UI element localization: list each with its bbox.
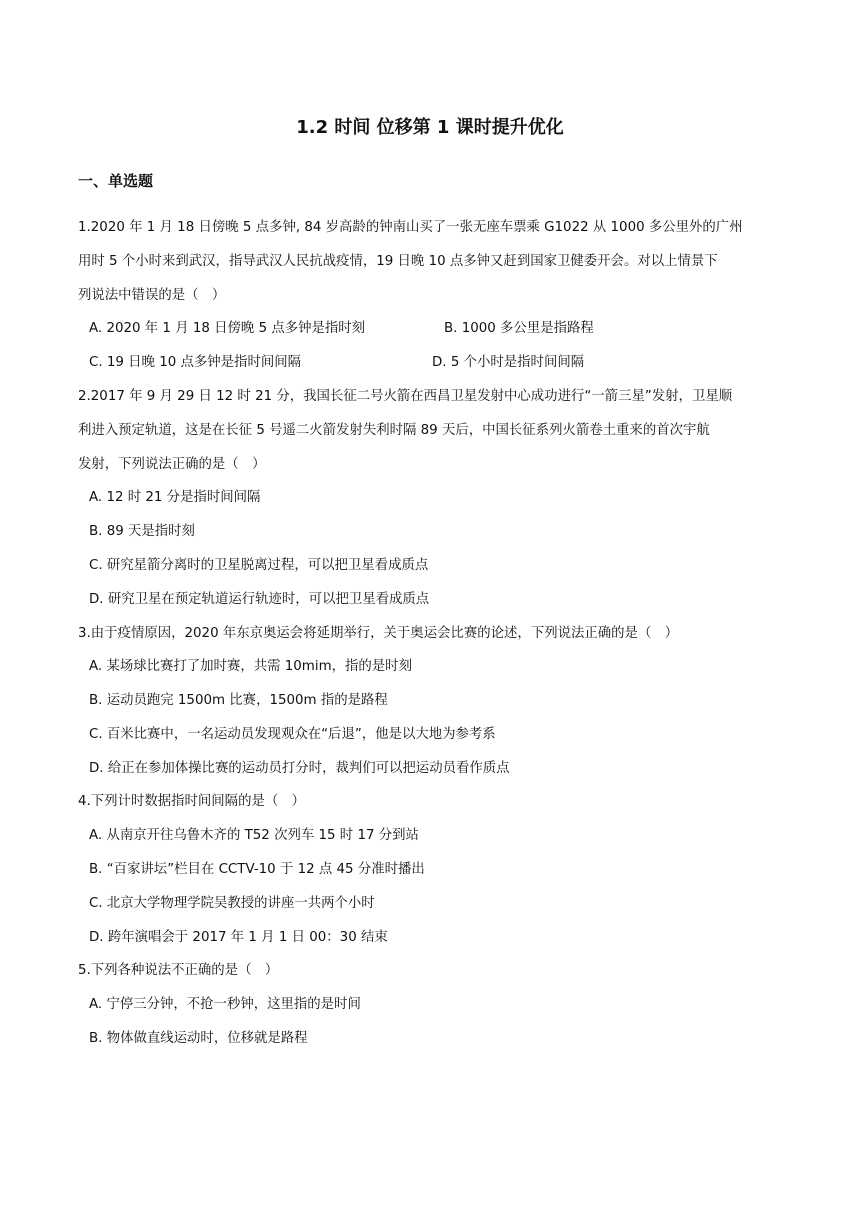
q1-option-d: D. 5 个小时是指时间间隔 — [432, 355, 585, 370]
q4-option-a: A. 从南京开往乌鲁木齐的 T52 次列车 15 时 17 分到站 — [89, 828, 419, 843]
q4-option-c: C. 北京大学物理学院吴教授的讲座一共两个小时 — [89, 896, 375, 911]
q2-option-a: A. 12 时 21 分是指时间间隔 — [89, 490, 261, 505]
q3-stem: 3.由于疫情原因，2020 年东京奥运会将延期举行，关于奥运会比赛的论述，下列说法正确的是（ ） — [78, 626, 679, 641]
q3-option-b: B. 运动员跑完 1500m 比赛，1500m 指的是路程 — [89, 693, 388, 708]
q4-option-b: B. “百家讲坛”栏目在 CCTV-10 于 12 点 45 分准时播出 — [89, 862, 425, 877]
q2-option-d: D. 研究卫星在预定轨道运行轨迹时，可以把卫星看成质点 — [89, 592, 430, 607]
q4-stem: 4.下列计时数据指时间间隔的是（ ） — [78, 794, 306, 809]
q1-option-b: B. 1000 多公里是指路程 — [444, 321, 594, 336]
q2-option-b: B. 89 天是指时刻 — [89, 524, 195, 539]
q1-option-a: A. 2020 年 1 月 18 日傍晚 5 点多钟是指时刻 — [89, 321, 366, 336]
section-heading: 一、单选题 — [78, 172, 154, 190]
q1-stem-line-2: 用时 5 个小时来到武汉，指导武汉人民抗战疫情，19 日晚 10 点多钟又赶到国家卫健委开会。对以上情景下 — [78, 254, 718, 269]
q2-stem-line-1: 2.2017 年 9 月 29 日 12 时 21 分，我国长征二号火箭在西昌卫星发射中心成功进行“一箭三星”发射，卫星顺 — [78, 389, 733, 404]
q1-stem-line-3: 列说法中错误的是（ ） — [78, 288, 226, 303]
q1-stem-line-1: 1.2020 年 1 月 18 日傍晚 5 点多钟, 84 岁高龄的钟南山买了一张无座车票乘 G1022 从 1000 多公里外的广州 — [78, 220, 743, 235]
q2-stem-line-2: 利进入预定轨道，这是在长征 5 号遥二火箭发射失利时隔 89 天后，中国长征系列火箭卷土重来的首次宇航 — [78, 423, 710, 438]
q5-option-b: B. 物体做直线运动时，位移就是路程 — [89, 1031, 308, 1046]
q5-option-a: A. 宁停三分钟，不抢一秒钟，这里指的是时间 — [89, 997, 361, 1012]
q5-stem: 5.下列各种说法不正确的是（ ） — [78, 963, 279, 978]
q2-option-c: C. 研究星箭分离时的卫星脱离过程，可以把卫星看成质点 — [89, 558, 429, 573]
q3-option-d: D. 给正在参加体操比赛的运动员打分时，裁判们可以把运动员看作质点 — [89, 761, 510, 776]
q4-option-d: D. 跨年演唱会于 2017 年 1 月 1 日 00：30 结束 — [89, 930, 388, 945]
q1-option-c: C. 19 日晚 10 点多钟是指时间间隔 — [89, 355, 302, 370]
q3-option-a: A. 某场球比赛打了加时赛，共需 10mim，指的是时刻 — [89, 659, 412, 674]
page-title: 1.2 时间 位移第 1 课时提升优化 — [296, 117, 564, 138]
q2-stem-line-3: 发射，下列说法正确的是（ ） — [78, 457, 266, 472]
q3-option-c: C. 百米比赛中，一名运动员发现观众在“后退”，他是以大地为参考系 — [89, 727, 496, 742]
